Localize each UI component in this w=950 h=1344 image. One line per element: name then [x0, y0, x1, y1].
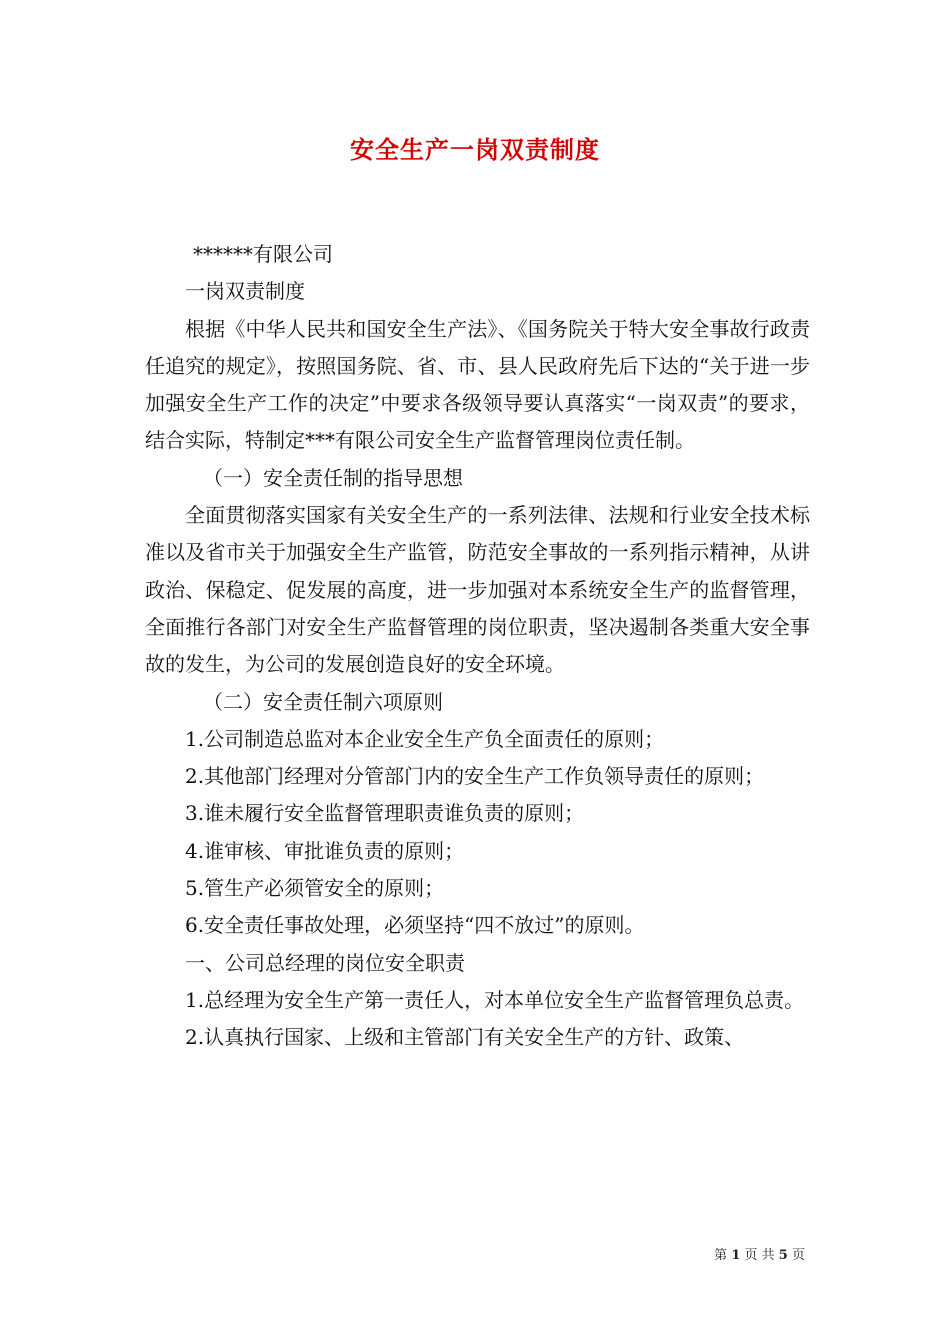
document-body	[145, 236, 810, 1057]
footer-prefix: 第	[714, 1248, 728, 1263]
section-heading: （一）安全责任制的指导思想	[203, 465, 463, 490]
current-page-number: 1	[731, 1248, 741, 1263]
list-item: 1.总经理为安全生产第一责任人，对本单位安全生产监督管理负总责。	[185, 987, 805, 1012]
list-item: 1.公司制造总监对本企业安全生产负全面责任的原则；	[185, 726, 665, 751]
paragraph: 全面贯彻落实国家有关安全生产的一系列法律、法规和行业安全技术标准以及省市关于加强安全生产监管，防范安全事故的一系列指示精神，从讲政治、保稳定、促发展的高度，进一步加强对本系统安全生产的监督管理，全面推行各部门对安全生产监督管理的岗位职责，坚决遏制各类重大安全事故的发生，为公司的发展创造良好的安全环境。	[145, 503, 810, 677]
list-item: 6.安全责任事故处理，必须坚持“四不放过”的原则。	[185, 913, 645, 938]
document-title: 安全生产一岗双责制度	[350, 135, 600, 164]
list-item: 5.管生产必须管安全的原则；	[185, 876, 445, 901]
section-heading: 一、公司总经理的岗位安全职责	[185, 950, 465, 975]
list-item: 2.认真执行国家、上级和主管部门有关安全生产的方针、政策、	[185, 1025, 745, 1050]
total-pages-number: 5	[778, 1248, 788, 1263]
paragraph: 一岗双责制度	[185, 279, 305, 304]
page-number-footer	[714, 1247, 805, 1265]
paragraph: 根据《中华人民共和国安全生产法》、《国务院关于特大安全事故行政责任追究的规定》，按照国务院、省、市、县人民政府先后下达的“关于进一步加强安全生产工作的决定”中要求各级领导要认真落实“一岗双责”的要求，结合实际，特制定***有限公司安全生产监督管理岗位责任制。	[145, 316, 810, 453]
company-name-line: ******有限公司	[193, 242, 333, 266]
section-heading: （二）安全责任制六项原则	[203, 689, 443, 714]
footer-suffix: 页	[791, 1248, 805, 1263]
list-item: 2.其他部门经理对分管部门内的安全生产工作负领导责任的原则；	[185, 764, 765, 789]
list-item: 3.谁未履行安全监督管理职责谁负责的原则；	[185, 801, 585, 826]
footer-middle: 页 共	[744, 1248, 775, 1263]
list-item: 4.谁审核、审批谁负责的原则；	[185, 838, 465, 863]
